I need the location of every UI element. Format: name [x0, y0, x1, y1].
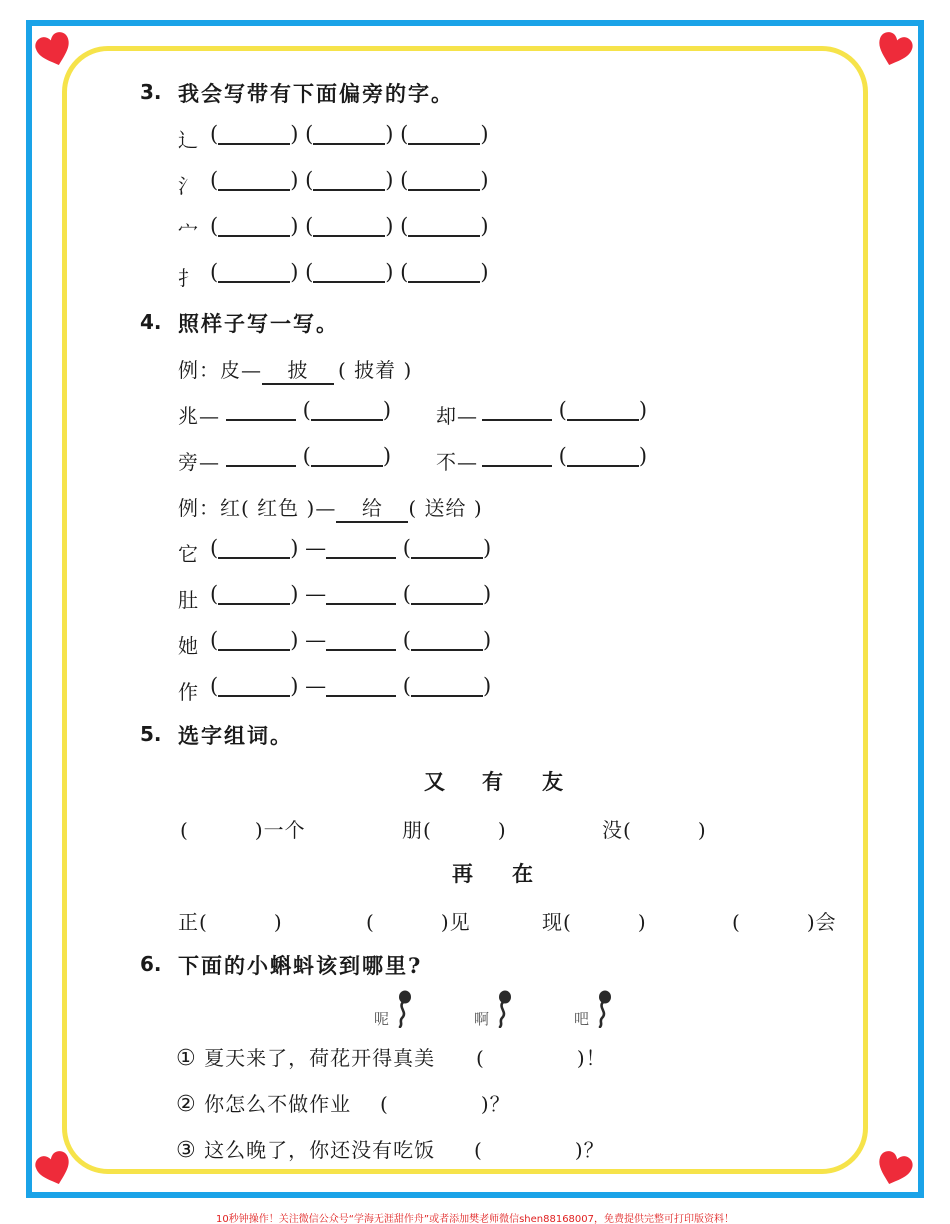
tadpole-word: 啊 — [474, 1010, 490, 1028]
q6-blank[interactable]: ( )？ — [474, 1138, 605, 1162]
q4-pair-left: 兆— — [178, 404, 220, 428]
q5-fill-item[interactable]: 朋( ) — [402, 818, 507, 842]
q3-number: 3. — [140, 80, 162, 104]
q4-char: 她 — [178, 634, 199, 658]
tadpole-word: 呢 — [374, 1010, 390, 1028]
q5-fill-item[interactable]: ( )会 — [732, 910, 837, 934]
q6-sentence: ② 你怎么不做作业 — [176, 1092, 352, 1117]
q5-choice-char: 有 — [482, 769, 503, 794]
q4-char: 肚 — [178, 588, 199, 612]
q4-char-blanks[interactable]: ( ) — ( ) — [210, 628, 492, 652]
q5-fill-item[interactable]: ( )见 — [366, 910, 471, 934]
example-answer: 给 — [336, 492, 408, 523]
q5-fill-item[interactable]: ( )一个 — [180, 818, 306, 842]
example-base: 皮— — [220, 358, 262, 382]
example-word: ( 红色 )— — [241, 496, 337, 520]
q3-answer-row[interactable]: ( ) ( ) ( ) — [210, 168, 489, 192]
q6-number: 6. — [140, 952, 162, 976]
q4-number: 4. — [140, 310, 162, 334]
tadpole-icon[interactable] — [396, 990, 412, 1028]
q4-char-blanks[interactable]: ( ) — ( ) — [210, 536, 492, 560]
q4-pair-right: 不— — [436, 450, 478, 474]
q4-pair-blanks[interactable]: ( ) — [226, 444, 391, 468]
q5-fill-item[interactable]: 没( ) — [602, 818, 707, 842]
q4-char-blanks[interactable]: ( ) — ( ) — [210, 674, 492, 698]
q5-choice-char: 在 — [512, 861, 533, 886]
tadpole-word: 吧 — [574, 1010, 590, 1028]
q3-answer-row[interactable]: ( ) ( ) ( ) — [210, 214, 489, 238]
footer-notice: 10秒钟操作！关注微信公众号“学海无涯甜作舟”或者添加樊老师微信shen88168007，免费提供完整可打印版资料！ — [215, 1214, 735, 1224]
example-label: 例： — [178, 358, 220, 382]
q4-pair-blanks[interactable]: ( ) — [482, 398, 647, 422]
q4-char-blanks[interactable]: ( ) — ( ) — [210, 582, 492, 606]
q5-number: 5. — [140, 722, 162, 746]
q3-title: 我会写带有下面偏旁的字。 — [178, 81, 454, 106]
q5-choice-char: 友 — [542, 769, 563, 794]
q4-pair-right: 却— — [436, 404, 478, 428]
q6-title: 下面的小蝌蚪该到哪里? — [178, 953, 423, 978]
q4-pair-blanks[interactable]: ( ) — [226, 398, 391, 422]
q6-blank[interactable]: ( )！ — [476, 1046, 607, 1070]
q5-fill-item[interactable]: 正( ) — [178, 910, 283, 934]
q3-radical: 宀 — [178, 220, 199, 244]
q3-answer-row[interactable]: ( ) ( ) ( ) — [210, 260, 489, 284]
example-answer: 披 — [262, 354, 334, 385]
example-word: ( 披着 ) — [338, 358, 413, 382]
q3-radical: 氵 — [178, 174, 199, 198]
q4-title: 照样子写一写。 — [178, 311, 339, 336]
q3-answer-row[interactable]: ( ) ( ) ( ) — [210, 122, 489, 146]
tadpole-icon[interactable] — [496, 990, 512, 1028]
q4-example-1 — [178, 354, 412, 385]
q3-radical: 辶 — [178, 128, 199, 152]
example-word: ( 送给 ) — [408, 496, 483, 520]
q4-char: 它 — [178, 542, 199, 566]
q3-radical: 扌 — [178, 266, 199, 290]
tadpole-icon[interactable] — [596, 990, 612, 1028]
q5-fill-item[interactable]: 现( ) — [542, 910, 647, 934]
q5-choice-char: 又 — [424, 769, 445, 794]
example-base: 红 — [220, 496, 241, 520]
q6-blank[interactable]: ( )？ — [380, 1092, 511, 1116]
q4-pair-left: 旁— — [178, 450, 220, 474]
q4-char: 作 — [178, 680, 199, 704]
q6-sentence: ① 夏天来了，荷花开得真美 — [176, 1046, 436, 1071]
example-label: 例： — [178, 496, 220, 520]
q4-pair-blanks[interactable]: ( ) — [482, 444, 647, 468]
q5-title: 选字组词。 — [178, 723, 293, 748]
q4-example-2 — [178, 492, 483, 523]
q5-choice-char: 再 — [452, 861, 473, 886]
q6-sentence: ③ 这么晚了，你还没有吃饭 — [176, 1138, 436, 1163]
